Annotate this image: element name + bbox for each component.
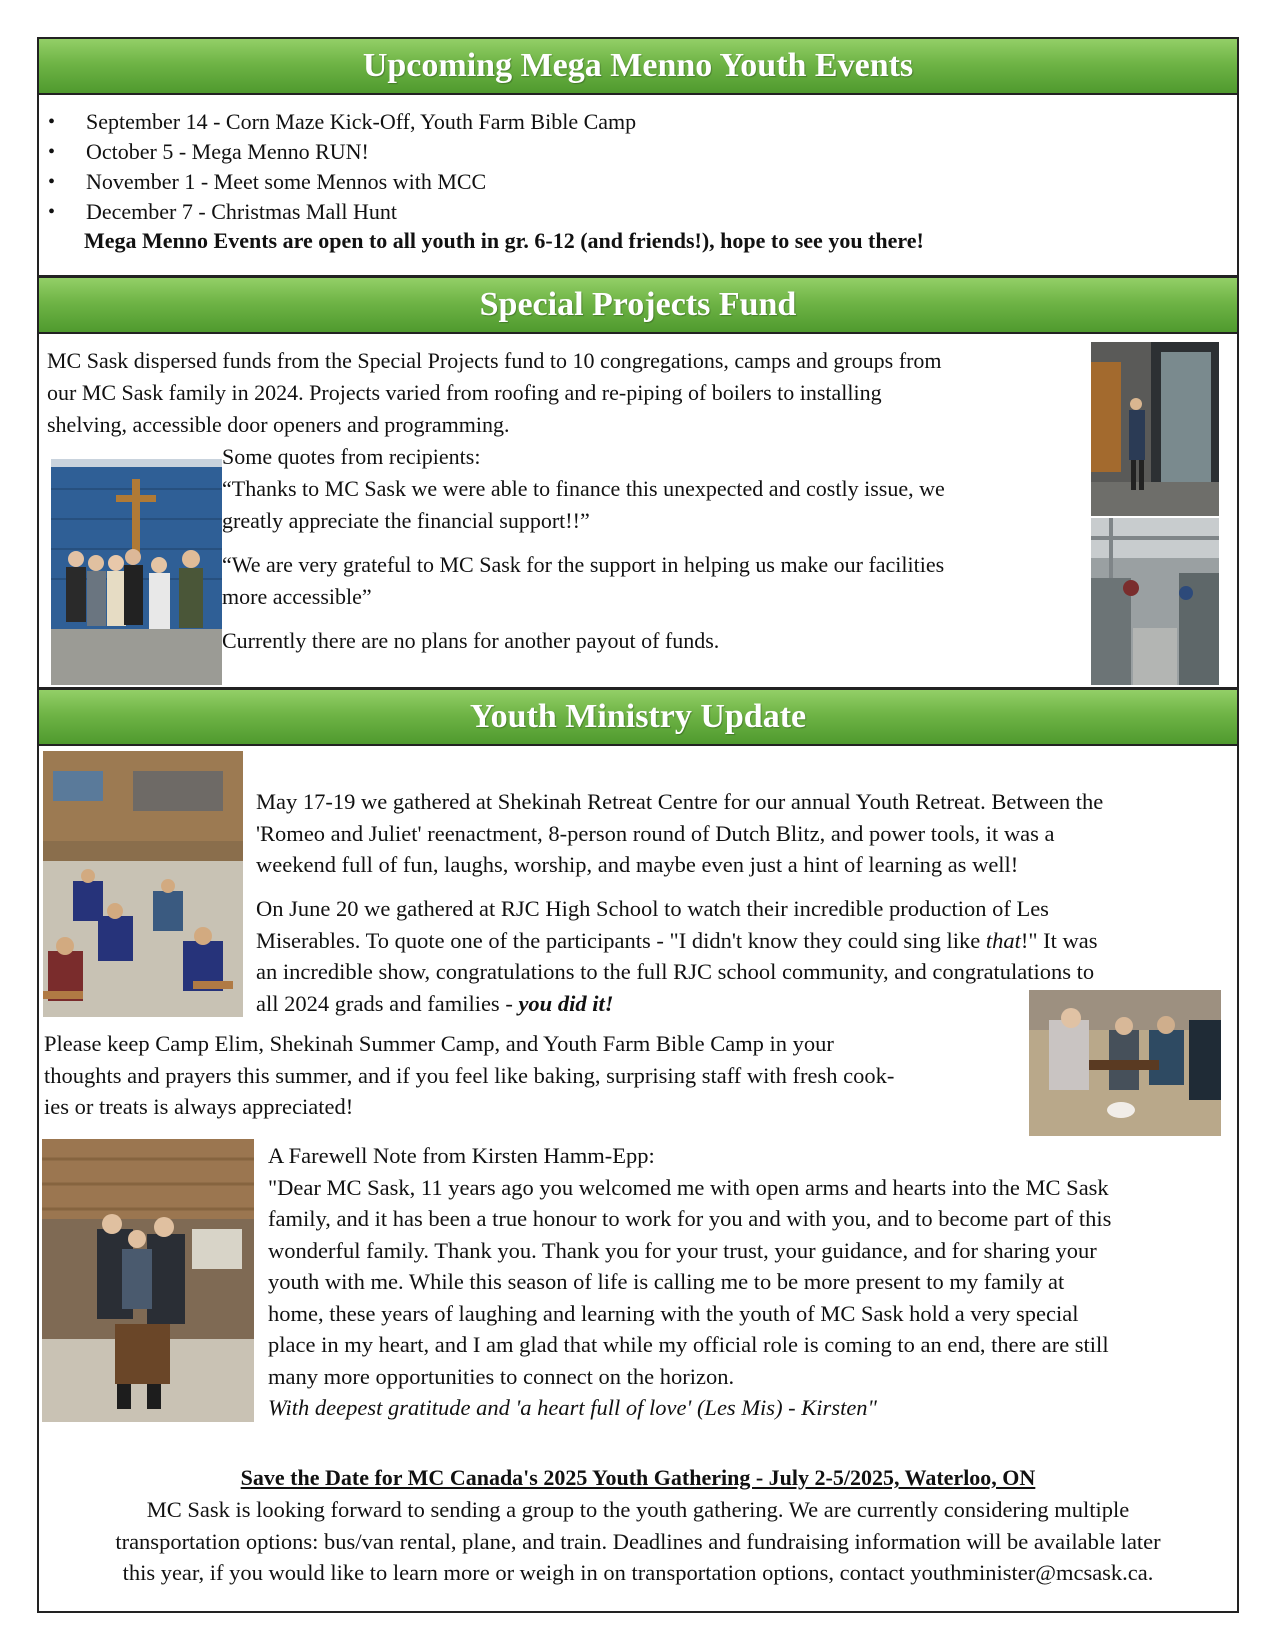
text-line — [256, 925, 1226, 957]
quotes-label: Some quotes from recipients: — [222, 444, 481, 469]
save-the-date — [39, 1462, 1237, 1589]
closing-line: Currently there are no plans for another payout of funds. — [222, 628, 720, 653]
youth-activity-photo — [1029, 990, 1221, 1136]
special-intro — [47, 345, 1087, 441]
farewell-note — [268, 1140, 1228, 1424]
farewell-label: A Farewell Note from Kirsten Hamm-Epp: — [268, 1143, 655, 1168]
list-item: • December 7 - Christmas Mall Hunt — [46, 197, 636, 227]
quote-line: more accessible” — [222, 584, 372, 609]
text-line: an incredible show, congratulations to the full RJC school community, and congratulations to — [256, 959, 1095, 984]
text-span: all 2024 grads and families - — [256, 990, 519, 1016]
events-header: Upcoming Mega Menno Youth Events — [37, 37, 1239, 95]
text-line: wonderful family. Thank you. Thank you for your trust, your guidance, and for sharing your — [268, 1237, 1097, 1263]
emphasis: that — [985, 927, 1021, 953]
text-line: youth with me. While this season of life is calling me to be more present to my family at — [268, 1269, 1065, 1294]
text-line: May 17-19 we gathered at Shekinah Retreat Centre for our annual Youth Retreat. Between the — [256, 789, 1104, 814]
farewell-photo — [42, 1139, 254, 1422]
youth-ministry-header: Youth Ministry Update — [37, 688, 1239, 746]
text-line: shelving, accessible door openers and programming. — [47, 412, 510, 437]
text-line: weekend full of fun, laughs, worship, and maybe even just a hint of learning as well! — [256, 852, 1019, 877]
door-opener-photo — [1091, 342, 1219, 516]
youth-paragraph-1 — [256, 786, 1226, 881]
text-line: this year, if you would like to learn more or weigh in on transportation options, contact youthminister@mcsask.ca. — [122, 1560, 1154, 1585]
text-line: our MC Sask family in 2024. Projects varied from roofing and re-piping of boilers to installing — [47, 380, 882, 405]
text-span: Miserables. To quote one of the participants - "I didn't know they could sing like — [256, 927, 986, 953]
list-item: • September 14 - Corn Maze Kick-Off, Youth Farm Bible Camp — [46, 107, 636, 137]
text-line: 'Romeo and Juliet' reenactment, 8-person round of Dutch Blitz, and power tools, it was a — [256, 820, 1055, 846]
text-line: "Dear MC Sask, 11 years ago you welcomed me with open arms and hearts into the MC Sask — [268, 1174, 1109, 1200]
quote-line: greatly appreciate the financial support!!” — [222, 508, 590, 533]
text-line: place in my heart, and I am glad that while my official role is coming to an end, there are still — [268, 1332, 1109, 1357]
save-the-date-title: Save the Date for MC Canada's 2025 Youth Gathering - July 2-5/2025, Waterloo, ON — [240, 1465, 1036, 1490]
text-line: home, these years of laughing and learning with the youth of MC Sask hold a very special — [268, 1300, 1079, 1326]
text-line: transportation options: bus/van rental, plane, and train. Deadlines and fundraising information will be available later — [115, 1528, 1161, 1554]
list-item: • November 1 - Meet some Mennos with MCC — [46, 167, 636, 197]
church-group-photo — [51, 459, 222, 685]
text-line: thoughts and prayers this summer, and if you feel like baking, surprising staff with fresh cook- — [44, 1062, 895, 1088]
events-note: Mega Menno Events are open to all youth in gr. 6-12 (and friends!), hope to see you there! — [84, 228, 924, 253]
text-line: MC Sask dispersed funds from the Special Projects fund to 10 congregations, camps and groups from — [47, 348, 942, 373]
quote-line: “Thanks to MC Sask we were able to finance this unexpected and costly issue, we — [222, 476, 945, 501]
youth-retreat-photo — [43, 751, 243, 1017]
text-line: many more opportunities to connect on the horizon. — [268, 1363, 735, 1389]
text-line: Please keep Camp Elim, Shekinah Summer Camp, and Youth Farm Bible Camp in your — [44, 1031, 834, 1056]
youth-paragraph-3 — [44, 1028, 1004, 1123]
farewell-signoff: With deepest gratitude and 'a heart full of love' (Les Mis) - Kirsten" — [268, 1395, 878, 1420]
quote-line: “We are very grateful to MC Sask for the support in helping us make our facilities — [222, 552, 945, 577]
list-item: • October 5 - Mega Menno RUN! — [46, 137, 636, 167]
emphasis: you did it! — [518, 990, 614, 1016]
text-line: ies or treats is always appreciated! — [44, 1094, 354, 1119]
special-quotes — [222, 441, 1042, 657]
text-line: family, and it has been a true honour to work for you and with you, and to become part of this — [268, 1206, 1112, 1231]
boiler-room-photo — [1091, 518, 1219, 685]
special-projects-header: Special Projects Fund — [37, 276, 1239, 334]
text-line: MC Sask is looking forward to sending a group to the youth gathering. We are currently considering multiple — [146, 1497, 1130, 1522]
text-span: !" It was — [1020, 927, 1098, 953]
text-line: On June 20 we gathered at RJC High School to watch their incredible production of Les — [256, 896, 1049, 921]
events-list — [46, 107, 636, 227]
